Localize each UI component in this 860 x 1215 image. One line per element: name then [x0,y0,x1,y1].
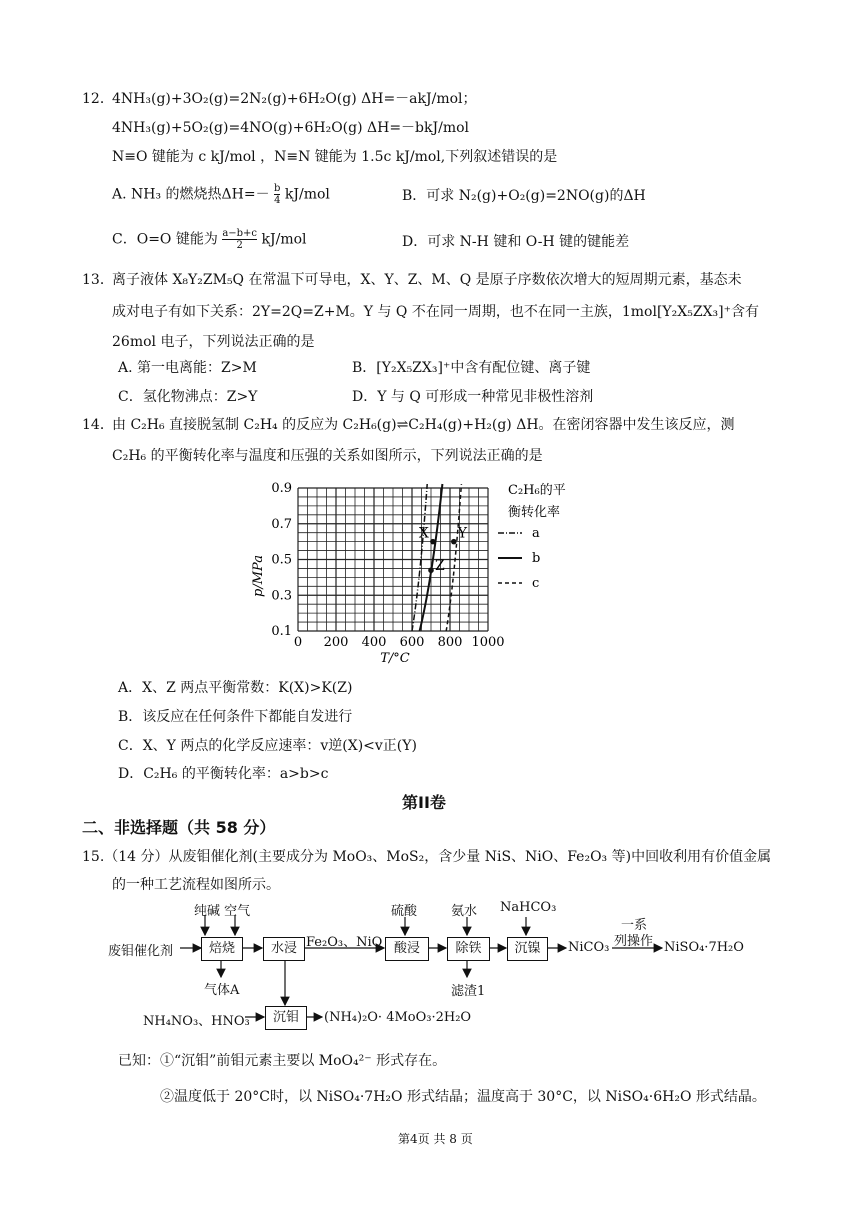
y-tick-label: 0.3 [271,588,292,604]
q13-line-3: 26mol 电子，下列说法正确的是 [112,334,315,350]
flow-input-ammonia: 氨水 [451,904,478,919]
legend-label-a: a [532,526,540,541]
flow-box-iron-removal: 除铁 [447,937,490,961]
x-tick-label: 1000 [471,635,505,650]
flow-input-nahco3: NaHCO₃ [500,900,557,915]
flow-product-molybdate: (NH₄)₂O· 4MoO₃·2H₂O [324,1010,472,1025]
q14-option-a: A．X、Z 两点平衡常数：K(X)>K(Z) [118,680,353,696]
q12-equation-1: 4NH₃(g)+3O₂(g)=2N₂(g)+6H₂O(g) ΔH=－akJ/mol； [112,91,477,107]
point-label-Y: Y [457,525,468,542]
q12-stem: N≡O 键能为 c kJ/mol ，N≡N 键能为 1.5c kJ/mol,下列叙述错误的是 [112,149,558,165]
section-title: 二、非选择题（共 58 分） [82,818,276,837]
flow-op-1: 一系 [621,918,648,933]
flow-box-nickel-precip: 沉镍 [507,937,548,961]
q14-line-1: 由 C₂H₆ 直接脱氢制 C₂H₄ 的反应为 C₂H₆(g)⇌C₂H₄(g)+H₂(g) ΔH。在密闭容器中发生该反应，测 [112,417,735,433]
point-Z [428,567,434,573]
x-tick-label: 600 [399,635,425,650]
flow-gas-a: 气体A [204,983,240,998]
q15-known-2: ②温度低于 20°C时，以 NiSO₄·7H₂O 形式结晶；温度高于 30°C，以 NiSO₄·6H₂O 形式结晶。 [160,1089,766,1105]
q13-line-1: 离子液体 X₈Y₂ZM₅Q 在常温下可导电，X、Y、Z、M、Q 是原子序数依次增大的短周期元素，基态未 [112,272,742,288]
flow-mid-solids: Fe₂O₃、NiO [306,935,383,950]
chart-xlabel: T/°C [380,651,410,666]
flow-box-acid-leach: 酸浸 [385,937,429,961]
flow-box-mo-precip: 沉钼 [265,1006,307,1030]
q12-option-b: B．可求 N₂(g)+O₂(g)=2NO(g)的ΔH [402,188,646,204]
flow-box-water-leach: 水浸 [263,937,305,961]
page-footer: 第4页 共 8 页 [398,1132,473,1146]
q13-option-b: B．[Y₂X₅ZX₃]⁺中含有配位键、离子键 [352,360,591,376]
x-tick-label: 200 [323,635,349,650]
flow-nico3: NiCO₃ [568,940,610,955]
flow-input-soda-air: 纯碱 空气 [194,904,251,919]
q12-option-a [112,183,330,206]
q14-option-c: C．X、Y 两点的化学反应速率：v逆(X)<v正(Y) [118,738,417,754]
y-tick-label: 0.7 [271,516,292,532]
flow-input-sulfuric: 硫酸 [391,904,418,919]
chart-ticks [271,481,504,650]
q12-option-c-denominator: 2 [236,240,243,251]
flow-input-nh4no3-hno3: NH₄NO₃、HNO₃ [143,1014,250,1029]
volume-title: 第II卷 [402,793,446,812]
q15-known-1: 已知：①“沉钼”前钼元素主要以 MoO₄²⁻ 形式存在。 [118,1053,447,1069]
x-tick-label: 800 [437,635,463,650]
q14-line-2: C₂H₆ 的平衡转化率与温度和压强的关系如图所示，下列说法正确的是 [112,448,543,464]
q13-number: 13． [82,272,114,288]
point-label-X: X [418,525,429,542]
flow-box-roast: 焙烧 [201,937,243,961]
q14-number: 14． [82,417,114,433]
q12-option-c-text: C．O=O 键能为 [112,231,218,248]
q12-option-c-numerator: a−b+c [222,228,258,239]
y-tick-label: 0.1 [271,624,292,639]
x-tick-label: 400 [361,635,387,650]
point-X [430,539,436,545]
x-tick-label: 0 [293,635,303,650]
legend-title-2: 衡转化率 [508,505,561,520]
flow-product-niso4: NiSO₄·7H₂O [664,940,744,955]
q12-option-a-numerator: b [274,183,281,194]
q12-number: 12． [82,91,114,107]
legend-label-c: c [532,576,540,591]
legend-title-1: C₂H₆的平 [508,483,566,498]
q14-option-b: B．该反应在任何条件下都能自发进行 [118,709,353,725]
chart-ylabel: p/MPa [251,555,266,597]
point-label-Z: Z [435,558,445,575]
q12-option-a-unit: kJ/mol [284,186,330,203]
q15-line-1: 15.（14 分）从废钼催化剂(主要成分为 MoO₃、MoS₂，含少量 NiS、NiO、Fe₂O₃ 等)中回收利用有价值金属 [82,849,772,865]
chart-legend [498,483,566,591]
flow-residue-1: 滤渣1 [451,984,486,999]
q13-option-c: C．氢化物沸点：Z>Y [118,389,258,405]
q12-option-a-denominator: 4 [274,195,281,206]
y-tick-label: 0.9 [271,481,292,496]
q12-option-d: D．可求 N-H 键和 O-H 键的键能差 [402,234,630,250]
point-Y [451,539,457,545]
q13-line-2: 成对电子有如下关系：2Y=2Q=Z+M。Y 与 Q 不在同一周期，也不在同一主族，1mol[Y₂X₅ZX₃]⁺含有 [112,304,759,320]
flow-op-2: 列操作 [614,934,654,949]
q14-option-d: D．C₂H₆ 的平衡转化率：a>b>c [118,766,329,782]
flow-start: 废钼催化剂 [108,944,174,959]
q13-option-a: A. 第一电离能：Z>M [118,360,257,376]
legend-label-b: b [532,551,541,566]
y-tick-label: 0.5 [271,552,292,568]
q15-line-2: 的一种工艺流程如图所示。 [112,877,280,893]
conversion-chart [240,478,620,668]
q12-equation-2: 4NH₃(g)+5O₂(g)=4NO(g)+6H₂O(g) ΔH=－bkJ/mol [112,120,470,136]
q13-option-d: D．Y 与 Q 可形成一种常见非极性溶剂 [352,389,594,405]
q12-option-c-unit: kJ/mol [261,231,307,248]
q12-option-c [112,228,307,251]
q12-option-a-text: A. NH₃ 的燃烧热ΔH=－ [112,186,270,203]
